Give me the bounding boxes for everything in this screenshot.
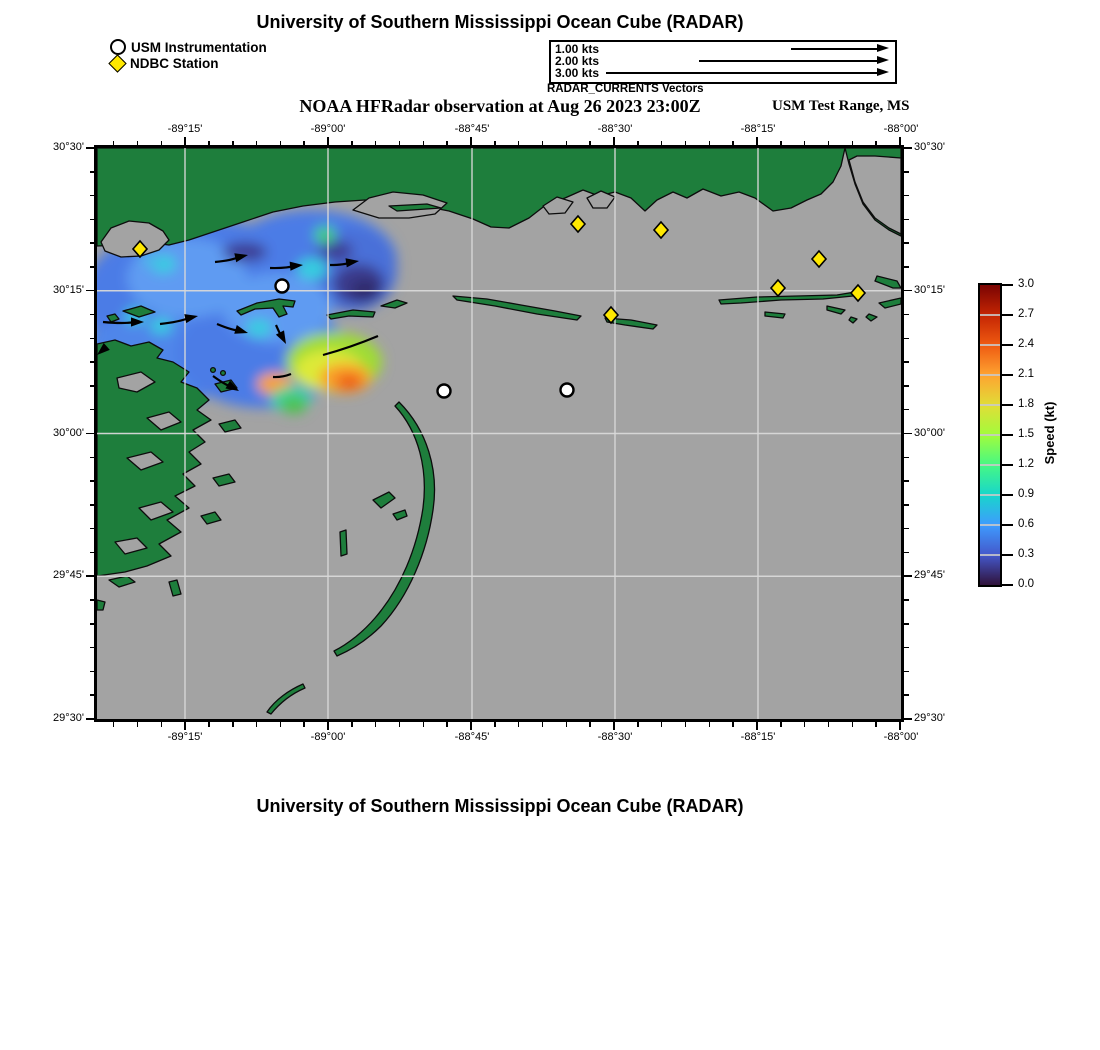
x-axis-tick — [161, 722, 163, 727]
colorbar-gridline — [980, 434, 1000, 436]
y-axis-tick — [86, 718, 94, 720]
marsh-islet — [97, 600, 105, 610]
y-axis-tick — [90, 623, 95, 625]
colorbar-title: Speed (kt) — [1042, 401, 1057, 465]
x-axis-tick — [137, 141, 139, 146]
y-axis-label-right: 29°45' — [914, 569, 945, 582]
x-axis-label-top: -88°30' — [597, 123, 633, 135]
y-axis-tick — [904, 504, 909, 506]
arrowhead-icon — [877, 56, 889, 64]
x-axis-tick — [184, 722, 186, 730]
usm-instrumentation-marker[interactable] — [438, 385, 451, 398]
y-axis-tick — [904, 599, 909, 601]
x-axis-tick — [399, 141, 401, 146]
y-axis-tick — [904, 242, 909, 244]
x-axis-tick — [351, 141, 353, 146]
arrowhead-icon — [877, 44, 889, 52]
x-axis-tick — [613, 137, 615, 145]
y-axis-tick — [90, 671, 95, 673]
vector-scale-arrow-line — [606, 72, 877, 74]
y-axis-label-left: 30°30' — [53, 141, 84, 153]
y-axis-tick — [90, 385, 95, 387]
y-axis-label-right: 30°30' — [914, 141, 945, 153]
x-axis-label-top: -89°15' — [167, 123, 203, 135]
y-axis-tick — [904, 361, 909, 363]
y-axis-tick — [90, 647, 95, 649]
vector-scale-row — [555, 55, 889, 67]
y-axis-tick — [90, 409, 95, 411]
x-axis-label-bottom: -89°15' — [167, 731, 203, 743]
y-axis-tick — [904, 385, 909, 387]
y-axis-tick — [90, 242, 95, 244]
x-axis-tick — [327, 722, 329, 730]
x-axis-tick — [280, 722, 282, 727]
usm-instrumentation-marker[interactable] — [276, 280, 289, 293]
arrowhead-icon — [877, 68, 889, 76]
y-axis-tick — [904, 671, 909, 673]
x-axis-tick — [732, 141, 734, 146]
y-axis-tick — [904, 718, 912, 720]
x-axis-tick — [542, 722, 544, 727]
y-axis-tick — [904, 314, 909, 316]
legend-item-usm — [110, 39, 267, 55]
colorbar-gridline — [980, 404, 1000, 406]
x-axis-tick — [828, 722, 830, 727]
x-axis-tick — [208, 722, 210, 727]
colorbar — [978, 283, 1002, 587]
x-axis-label-bottom: -88°30' — [597, 731, 633, 743]
x-axis-tick — [780, 141, 782, 146]
x-axis-tick — [852, 722, 854, 727]
y-axis-tick — [904, 338, 909, 340]
x-axis-tick — [470, 722, 472, 730]
x-axis-tick — [566, 141, 568, 146]
speed-field-blob — [336, 374, 362, 390]
x-axis-tick — [423, 141, 425, 146]
colorbar-tick — [1002, 314, 1013, 316]
colorbar-tick-label: 2.1 — [1018, 368, 1034, 380]
x-axis-tick — [399, 722, 401, 727]
vector-scale-label: 2.00 kts — [555, 54, 600, 68]
x-axis-tick — [232, 141, 234, 146]
x-axis-tick — [137, 722, 139, 727]
x-axis-label-top: -88°45' — [454, 123, 490, 135]
x-axis-tick — [470, 137, 472, 145]
x-axis-tick — [446, 722, 448, 727]
islet-dot — [211, 368, 216, 373]
x-axis-tick — [184, 137, 186, 145]
ndbc-station-icon — [108, 54, 126, 72]
y-axis-tick — [904, 528, 909, 530]
colorbar-tick-label: 1.5 — [1018, 428, 1034, 440]
y-axis-tick — [90, 338, 95, 340]
y-axis-tick — [90, 266, 95, 268]
x-axis-tick — [875, 141, 877, 146]
colorbar-tick — [1002, 554, 1013, 556]
x-axis-tick — [828, 141, 830, 146]
x-axis-tick — [899, 722, 901, 730]
x-axis-label-top: -88°15' — [740, 123, 776, 135]
y-axis-tick — [90, 504, 95, 506]
colorbar-gridline — [980, 374, 1000, 376]
x-axis-tick — [208, 141, 210, 146]
y-axis-tick — [904, 290, 912, 292]
y-axis-tick — [904, 266, 909, 268]
range-label: USM Test Range, MS — [772, 98, 910, 114]
map-frame — [94, 145, 904, 722]
y-axis-tick — [86, 575, 94, 577]
colorbar-tick-label: 1.2 — [1018, 458, 1034, 470]
x-axis-tick — [113, 722, 115, 727]
x-axis-tick — [494, 722, 496, 727]
x-axis-tick — [780, 722, 782, 727]
usm-instrumentation-icon — [110, 39, 126, 55]
legend-label-usm: USM Instrumentation — [131, 39, 267, 55]
x-axis-tick — [113, 141, 115, 146]
x-axis-tick — [446, 141, 448, 146]
x-axis-tick — [637, 722, 639, 727]
y-axis-tick — [90, 599, 95, 601]
colorbar-tick — [1002, 404, 1013, 406]
colorbar-tick — [1002, 524, 1013, 526]
x-axis-tick — [566, 722, 568, 727]
x-axis-tick — [375, 722, 377, 727]
y-axis-tick — [904, 195, 909, 197]
y-axis-tick — [90, 361, 95, 363]
x-axis-tick — [327, 137, 329, 145]
y-axis-label-left: 30°00' — [53, 426, 84, 439]
x-axis-tick — [804, 722, 806, 727]
x-axis-tick — [161, 141, 163, 146]
y-axis-tick — [904, 171, 909, 173]
colorbar-tick-label: 0.9 — [1018, 488, 1034, 500]
colorbar-gridline — [980, 554, 1000, 556]
colorbar-gridline — [980, 464, 1000, 466]
x-axis-tick — [494, 141, 496, 146]
x-axis-tick — [303, 141, 305, 146]
x-axis-tick — [256, 141, 258, 146]
speed-field-blob — [297, 258, 327, 280]
x-axis-tick — [375, 141, 377, 146]
x-axis-tick — [303, 722, 305, 727]
y-axis-tick — [90, 694, 95, 696]
speed-field-blob — [281, 396, 307, 414]
vector-scale-label: 1.00 kts — [555, 42, 600, 56]
page-title-bottom: University of Southern Mississippi Ocean Cube (RADAR) — [256, 796, 744, 816]
vector-scale-caption: RADAR_CURRENTS Vectors — [547, 83, 704, 95]
y-axis-tick — [90, 528, 95, 530]
y-axis-label-left: 29°45' — [53, 569, 84, 582]
x-axis-label-bottom: -88°15' — [740, 731, 776, 743]
x-axis-tick — [351, 722, 353, 727]
colorbar-tick — [1002, 344, 1013, 346]
x-axis-tick — [852, 141, 854, 146]
colorbar-tick-label: 3.0 — [1018, 278, 1034, 290]
x-axis-tick — [613, 722, 615, 730]
y-axis-tick — [90, 480, 95, 482]
vector-scale-row — [555, 67, 889, 79]
colorbar-tick-label: 1.8 — [1018, 398, 1034, 410]
speed-field-blob — [351, 280, 379, 300]
x-axis-tick — [232, 722, 234, 727]
vector-scale-box — [549, 40, 897, 84]
colorbar-tick-label: 2.4 — [1018, 338, 1034, 350]
y-axis-label-left: 30°15' — [53, 283, 84, 296]
x-axis-tick — [804, 141, 806, 146]
speed-field-blob — [321, 241, 353, 261]
x-axis-tick — [589, 722, 591, 727]
x-axis-tick — [732, 722, 734, 727]
x-axis-tick — [256, 722, 258, 727]
y-axis-tick — [904, 575, 912, 577]
x-axis-tick — [685, 141, 687, 146]
y-axis-tick — [86, 433, 94, 435]
y-axis-tick — [904, 433, 912, 435]
y-axis-tick — [904, 480, 909, 482]
colorbar-tick — [1002, 464, 1013, 466]
y-axis-label-right: 30°15' — [914, 283, 945, 296]
colorbar-gridline — [980, 494, 1000, 496]
vector-scale-arrow-line — [699, 60, 877, 62]
y-axis-tick — [86, 147, 94, 149]
x-axis-tick — [518, 141, 520, 146]
x-axis-tick — [423, 722, 425, 727]
y-axis-tick — [904, 147, 912, 149]
x-axis-tick — [518, 722, 520, 727]
colorbar-tick — [1002, 434, 1013, 436]
observation-title: NOAA HFRadar observation at Aug 26 2023 23:00Z — [299, 96, 701, 116]
islet-dot — [221, 371, 226, 376]
y-axis-label-right: 29°30' — [914, 712, 945, 724]
island-small — [340, 530, 347, 556]
x-axis-label-bottom: -88°00' — [883, 731, 919, 743]
x-axis-label-bottom: -89°00' — [310, 731, 346, 743]
speed-field-blob — [320, 231, 332, 241]
usm-instrumentation-marker[interactable] — [561, 384, 574, 397]
legend-label-ndbc: NDBC Station — [130, 55, 219, 71]
x-axis-tick — [756, 137, 758, 145]
y-axis-tick — [90, 195, 95, 197]
colorbar-gridline — [980, 344, 1000, 346]
colorbar-tick — [1002, 584, 1013, 586]
x-axis-tick — [709, 141, 711, 146]
x-axis-tick — [685, 722, 687, 727]
y-axis-tick — [90, 219, 95, 221]
x-axis-tick — [637, 141, 639, 146]
x-axis-tick — [542, 141, 544, 146]
y-axis-tick — [90, 457, 95, 459]
colorbar-gridline — [980, 524, 1000, 526]
vector-scale-label: 3.00 kts — [555, 66, 600, 80]
colorbar-tick — [1002, 494, 1013, 496]
colorbar-tick-label: 2.7 — [1018, 308, 1034, 320]
page-title-top: University of Southern Mississippi Ocean Cube (RADAR) — [256, 12, 744, 32]
y-axis-tick — [904, 647, 909, 649]
x-axis-tick — [756, 722, 758, 730]
speed-field-blob — [246, 319, 272, 337]
y-axis-tick — [904, 552, 909, 554]
x-axis-tick — [661, 141, 663, 146]
y-axis-tick — [90, 552, 95, 554]
y-axis-tick — [904, 409, 909, 411]
colorbar-tick-label: 0.6 — [1018, 518, 1034, 530]
y-axis-tick — [904, 457, 909, 459]
x-axis-tick — [589, 141, 591, 146]
y-axis-tick — [904, 623, 909, 625]
x-axis-tick — [709, 722, 711, 727]
y-axis-tick — [90, 171, 95, 173]
y-axis-tick — [904, 694, 909, 696]
x-axis-tick — [280, 141, 282, 146]
vector-scale-row — [555, 43, 889, 55]
y-axis-tick — [86, 290, 94, 292]
y-axis-tick — [904, 219, 909, 221]
map-canvas[interactable] — [97, 148, 901, 719]
colorbar-tick — [1002, 374, 1013, 376]
colorbar-tick-label: 0.0 — [1018, 578, 1034, 590]
speed-field-blob — [150, 318, 172, 334]
x-axis-label-bottom: -88°45' — [454, 731, 490, 743]
x-axis-label-top: -88°00' — [883, 123, 919, 135]
y-axis-label-left: 29°30' — [53, 712, 84, 724]
x-axis-tick — [661, 722, 663, 727]
x-axis-tick — [875, 722, 877, 727]
x-axis-label-top: -89°00' — [310, 123, 346, 135]
y-axis-tick — [90, 314, 95, 316]
legend-item-ndbc — [110, 55, 219, 71]
vector-scale-arrow-line — [791, 48, 877, 50]
y-axis-label-right: 30°00' — [914, 426, 945, 439]
x-axis-tick — [899, 137, 901, 145]
colorbar-tick-label: 0.3 — [1018, 548, 1034, 560]
colorbar-gridline — [980, 314, 1000, 316]
colorbar-tick — [1002, 284, 1013, 286]
